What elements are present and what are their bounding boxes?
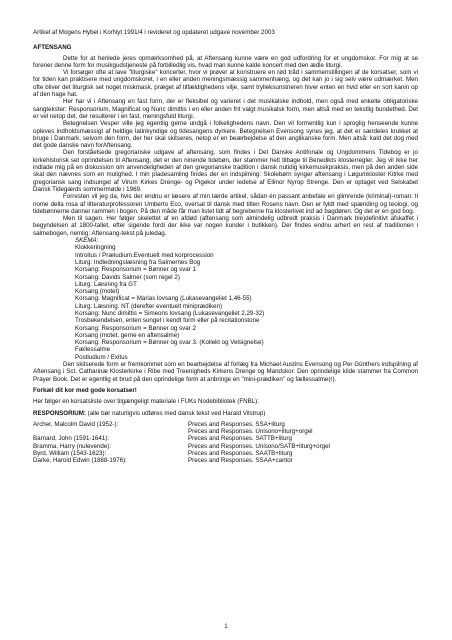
- composer-work: Preces and Responses. SSAA+cantor: [188, 457, 293, 465]
- responsorium-line: [33, 410, 418, 417]
- schema-item: Introitus / Præludium.Eventuelt med korprocession: [75, 251, 214, 259]
- document-page: [33, 29, 418, 465]
- composer-work: Preces and Responses. SATTB+liturg: [188, 435, 292, 443]
- schema-item: Korsang: Magnificat = Marias lovsang (Lukasevangeliet 1,46-55): [75, 295, 252, 303]
- responsorium-label: RESPONSORIUM:: [33, 409, 86, 417]
- composer-list: [33, 421, 418, 465]
- composer-name: Barnard, John (1591-1641):: [33, 435, 110, 443]
- composer-work: Preces and Responses. Unisono+liturg+orgel: [188, 428, 313, 436]
- article-intro: Artikel af Mogens Hybel i KorNyt 1991/4 i revideret og opdateret udgave november 2003: [33, 29, 275, 36]
- paragraph: Betegnelsen Vesper ville jeg egentlig gerne undgå i folkelighedens navn. Den vil formentlig kun i sproglig henseende kunne opleves indholdsmæssigt af heldige latinkyndige og tidesangens dyrkere. Betegnelsen Evensong synes jeg, at det er særdeles krukket at bruge i Danmark, selvom den form, der her skal skitseres, netop er en beærbejdelse af den anglikanske form. Men altså: kald det dog med det gode danske navn forAftensang.: [33, 120, 418, 150]
- paragraph: Men til sagen. Her følger skelettet af en afdød (aftensang som almindelig udbredt praksis i Danmark ble)definitivt afskaffet i begyndelsen af 1800-tallet, efter sigende fordi der ikke var nogen kunder i butikken). Der findes endnu arhert en rest af traditionen i salmebogen, nemlig: Aftensang-tekst på juledag.: [33, 215, 418, 237]
- paragraph: Den skitserede form er fremkommet som en bearbejdelse af forlæg fra Michael Austins Evensong og Per Günthers indspilning af Aftensang i Sct. Catharinæ Klosterkirke i Ribe med Treenigheds Kirkens Drenge og Mandskor. Den oprindelige kilde stammer fra Common Prayer Book. Det er egentlig et brud på den oprindelige form at anbringe en "mini-prædiken" og fællessalme(r).: [33, 361, 418, 383]
- paragraph: Her har vi i Aftensang en fast form, der er fleksibel og varieret i det musikalske indhold, men også med enkelte obligatoriske sangtekster: Responsorium, Magnificat og Nunc dimittis i en eller anden frit valgt musikalsk form, men altså med en tekstlig bundethed. Det er vel netop det, der resulterer i en fast, meningsfuld liturgi.: [33, 98, 418, 120]
- schema-item: Korsang: Responsorium = Bønner og svar 1: [75, 266, 196, 274]
- schema-item: Postludium / Exitus: [75, 353, 128, 361]
- schema-item: Korsang: Davids Salmer (som regel 2): [75, 273, 180, 281]
- responsorium-note: (alle bør naturligvis udføres med dansk tekst ved Harald Vilstrup): [85, 409, 266, 417]
- composer-work: Preces and Responses. SSA+liturg: [188, 420, 285, 428]
- schema-item: Liturg: Læsning fra GT: [75, 280, 137, 288]
- page-title: AFTENSANG: [33, 44, 72, 52]
- schema-item: Liturg: Læsning. NT (derefter eventuelt miniprædiken): [75, 302, 223, 310]
- schema-item: Korsang: Responsorium = Bønner og svar 3. (Kollekt og Velsignelse): [75, 339, 264, 347]
- composer-name: Archer, Malcolm David (1952-):: [33, 420, 119, 428]
- schema-item: Liturg: Indledningslæsning fra Salmernes Bog: [75, 258, 201, 266]
- composer-name: [33, 428, 188, 435]
- paragraph: Dette for at henlede jeres opmærksomhed på, at Aftensang kunne være en god udfordring for et ungdomskor. For mig at se forener denne form for musikgudstjeneste på forbilledlig vis, hvad man kunne kalde koncert med den ædle liturgi.: [33, 54, 418, 69]
- page-number: 1: [224, 623, 228, 630]
- paragraph: Forresten vil jeg da, hvis der endnu er læsere af min lærde artikel, sådan én passant anbefale en glimrende (kriminal)-roman: Il nome della rosa af litteraturprofessoren Umberto Eco, oversat til dansk med titlen Rosens navn. Den er fyldt med spænding og teologi, og tidebønnerne danner rammen i bogen. På den måde får man listet lidt af begreberne fra klosterlivet ind ad bagdøren. Og det er en god bog.: [33, 193, 418, 215]
- schema-item: Korsang (motet, gerne en aftensalme): [75, 331, 180, 339]
- schema-item: Fællessalme: [75, 346, 111, 354]
- schema-item: Korsang (motet): [75, 288, 120, 296]
- schema-item: Korsang: Responsorium = Bønner og svar 2: [75, 324, 196, 332]
- list-intro: Her følger en korsatsliste over tilgængeligt materiale i FUKs Nodebibliotek (FNBL):: [33, 398, 259, 406]
- liturgy-schema: [75, 237, 418, 361]
- highlight-line: Forkæl dit kor med gode korsatser!: [33, 386, 137, 394]
- paragraph: Vi forsøger ofte at lave "liturgiske" koncerter, hvor vi prøver at konstruere en rød tråd i sammenstillingen af de korsatser, som vi for tiden kan praktisere med ungdomskoret, i en eller anden meningsmæssig sammenhæng, og det kan jo i sig selv være udmærket. Men ofte bliver det liturgisk set noget miskmask, præget af tilfældighedens vilje, samt trylleksunstneren hiver enten en hvid eller en sort kanin op af den hage hat.: [33, 69, 418, 99]
- composer-work: Preces and Responses. SAATB+liturg: [188, 450, 293, 458]
- paragraph: Den forståelsede gregorianske udgave af aftensang, som findes i Det Danske Antifonale og Ungdommens Tidebog er jo kirkehistorisk set oprindelsen til Aftensang, det er den ninende tidebøn, der stammer helt tilbage til Benedikts klosterregler. Jeg vil ikke her indlade mig på en diskussion om anvendeligheden af den gregorianske tradition i dansk nutidig kirkemusikpraksis, men på den anden side skal den nævnes som en mulighed. I min pladesamling findes der en indspilning: Skolebørn synger aftensang i Løgumkloster Kitrke med gregoriansk sang indsunget af Virum Kirkes Drenge- og Pigekor under ledelse af Ellinor Nyrop Strenge. Den er optaget ved Selskabet Dansk Tidegærds sommermøde i 1969.: [33, 149, 418, 193]
- schema-item: Korsang: Nunc dimittis = Simeons lovsang (Lukasevangeliet 2,29-32): [75, 309, 265, 317]
- schema-item: Klokkeringning: [75, 244, 116, 252]
- composer-name: Bramma, Harry (nulevende):: [33, 442, 112, 450]
- schema-title: SKEMA:: [75, 237, 99, 245]
- composer-name: Byrd, William (1543-1623):: [33, 450, 107, 458]
- composer-work: Preces and Responses. Unisono/SATB+liturg+orgel: [188, 442, 330, 450]
- schema-item: Trosbekendelsen, enten sunget i kendt form eller på recitationstone: [75, 317, 260, 325]
- composer-name: Darke, Harold Edwin (1888-1976):: [33, 457, 127, 465]
